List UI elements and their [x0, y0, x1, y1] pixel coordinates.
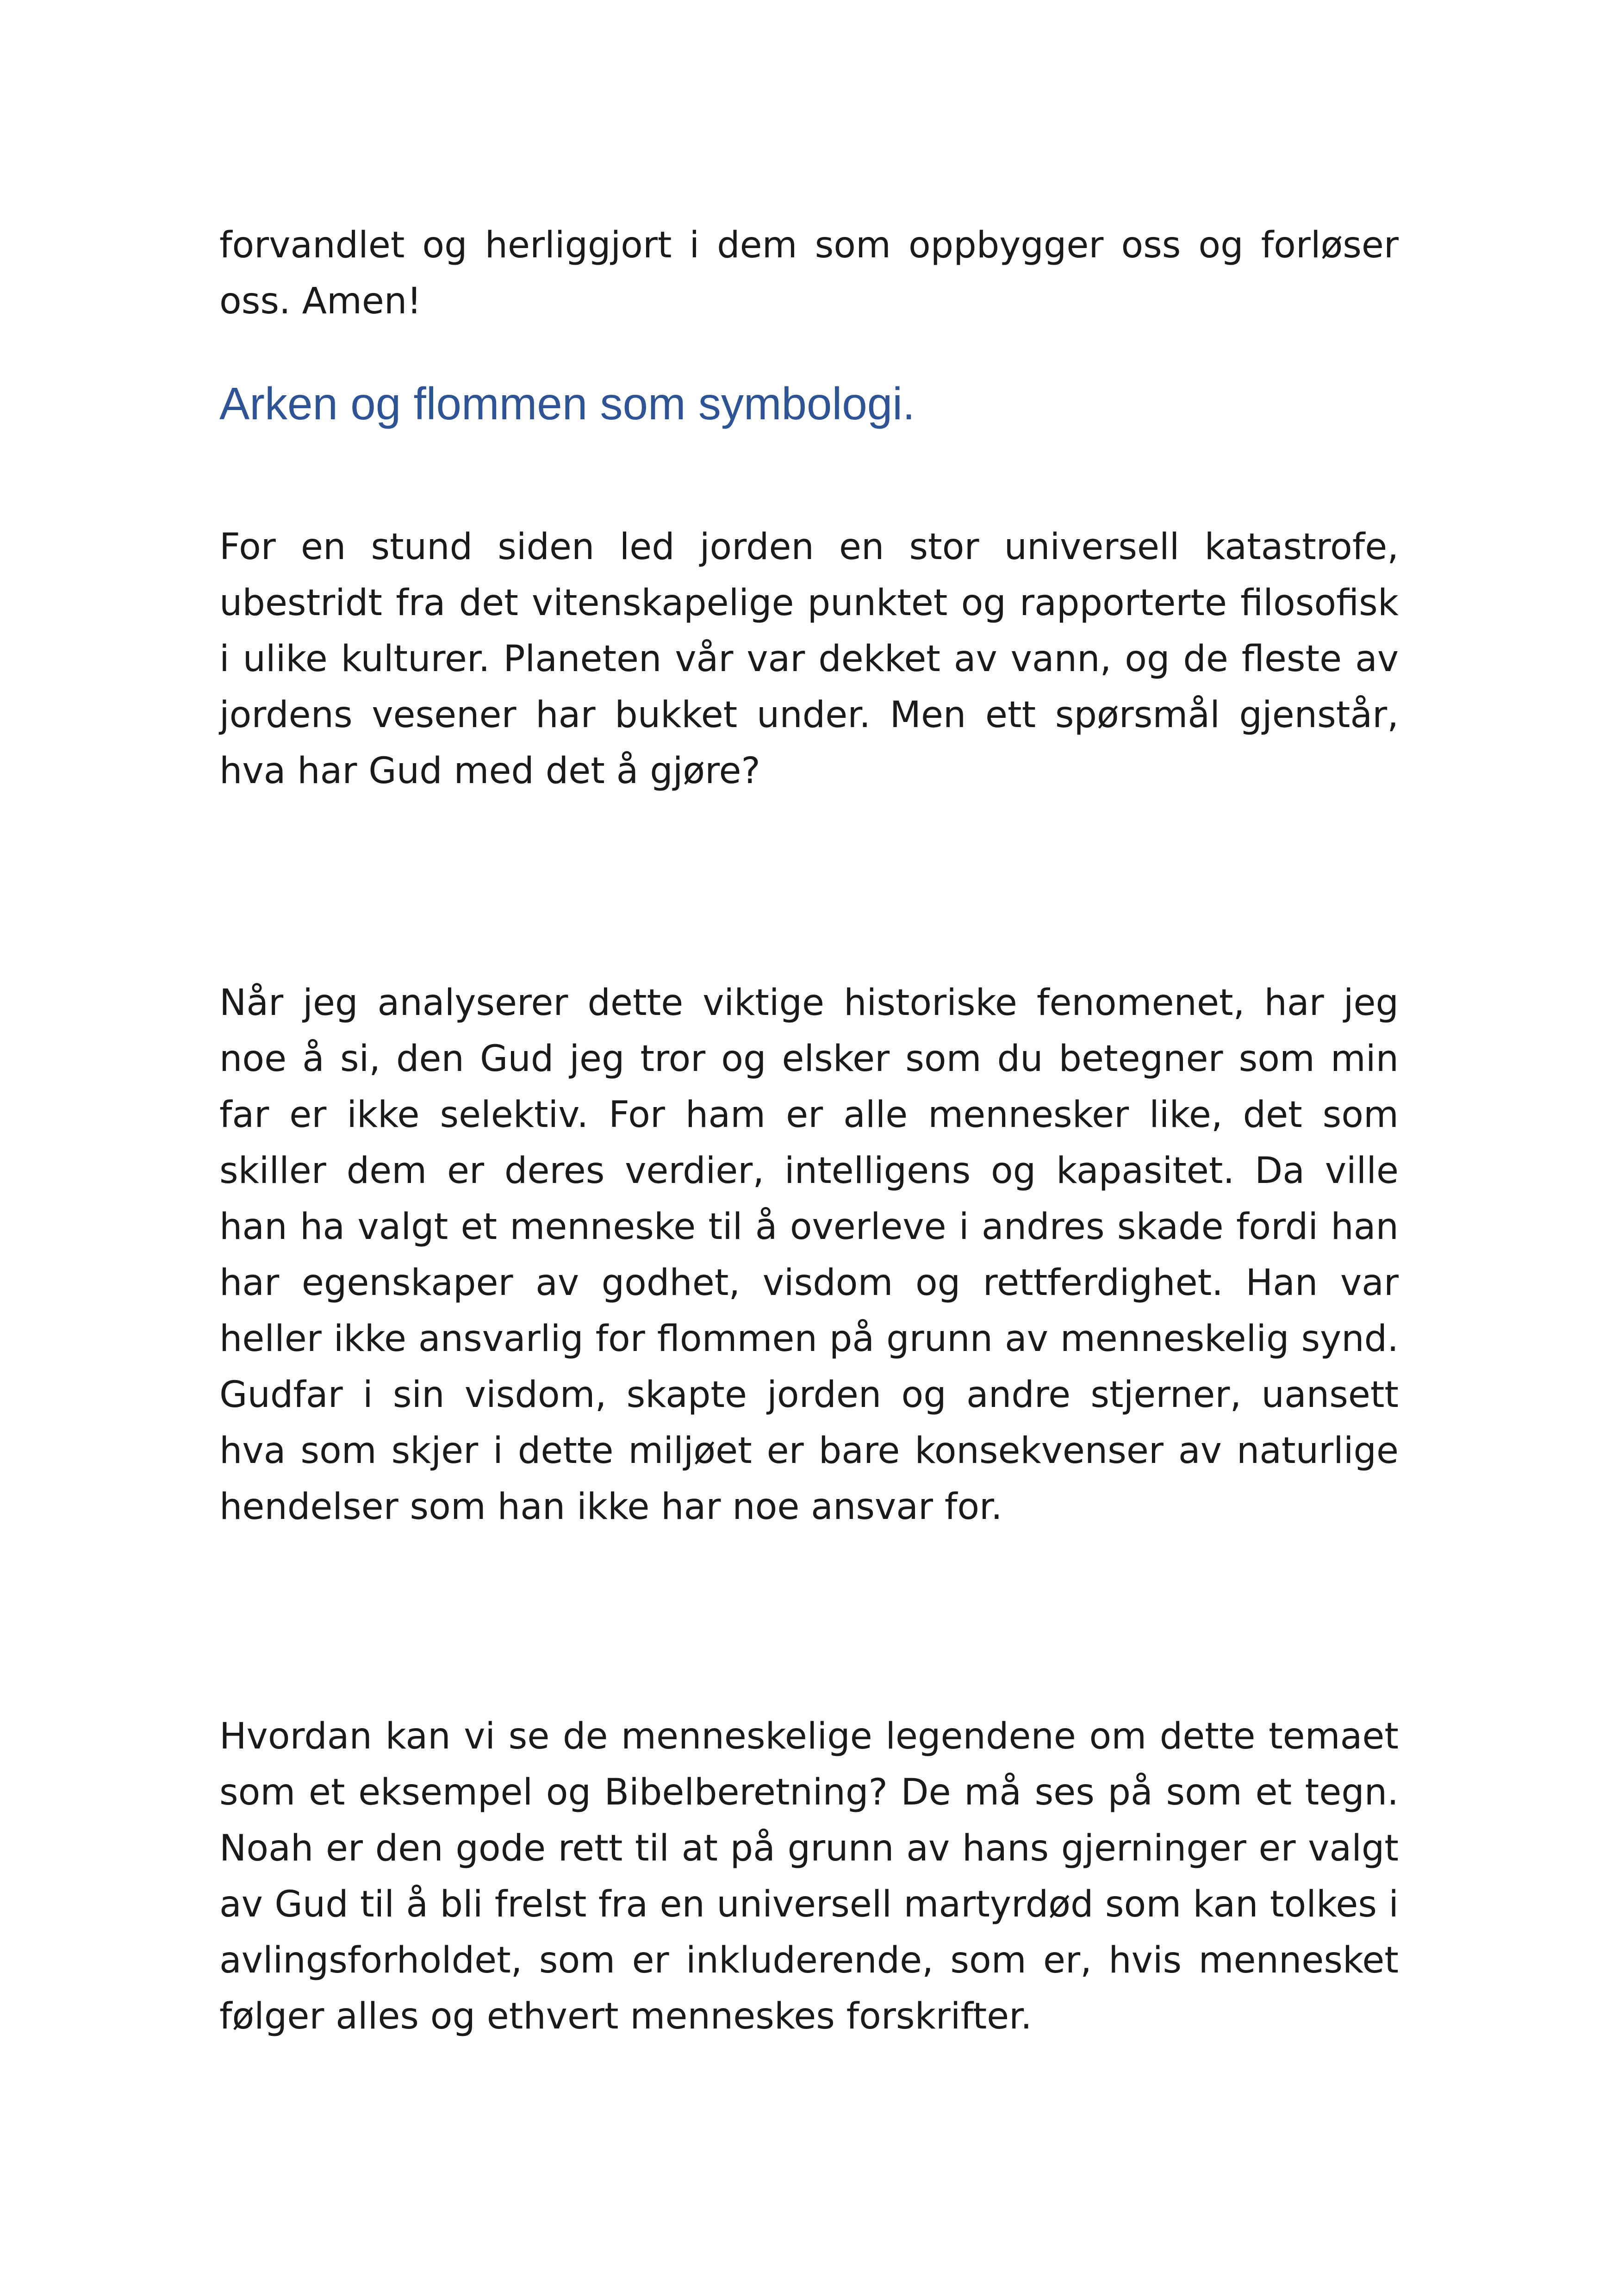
intro-paragraph: forvandlet og herliggjort i dem som oppbygger oss og forløser oss. Amen!: [219, 224, 1399, 322]
paragraph-1: For en stund siden led jorden en stor universell katastrofe, ubestridt fra det vitenskapelige punktet og rapporterte filosofisk i ulike kulturer. Planeten vår var dekket av vann, og de fleste av jordens vesener har bukket under. Men ett spørsmål gjenstår, hva har Gud med det å gjøre?: [219, 526, 1399, 792]
paragraph-2: Når jeg analyserer dette viktige historiske fenomenet, har jeg noe å si, den Gud jeg tror og elsker som du betegner som min far er ikke selektiv. For ham er alle mennesker like, det som skiller dem er deres verdier, intelligens og kapasitet. Da ville han ha valgt et menneske til å overleve i andres skade fordi han har egenskaper av godhet, visdom og rettferdighet. Han var heller ikke ansvarlig for flommen på grunn av menneskelig synd. Gudfar i sin visdom, skapte jorden og andre stjerner, uansett hva som skjer i dette miljøet er bare konsekvenser av naturlige hendelser som han ikke har noe ansvar for.: [219, 982, 1399, 1528]
section-heading: Arken og flommen som symbologi.: [219, 378, 915, 429]
page-content: [219, 218, 1399, 2045]
paragraph-3: Hvordan kan vi se de menneskelige legendene om dette temaet som et eksempel og Bibelberetning? De må ses på som et tegn. Noah er den gode rett til at på grunn av hans gjerninger er valgt av Gud til å bli frelst fra en universell martyrdød som kan tolkes i avlingsforholdet, som er inkluderende, som er, hvis mennesket følger alles og ethvert menneskes forskrifter.: [219, 1716, 1399, 2037]
